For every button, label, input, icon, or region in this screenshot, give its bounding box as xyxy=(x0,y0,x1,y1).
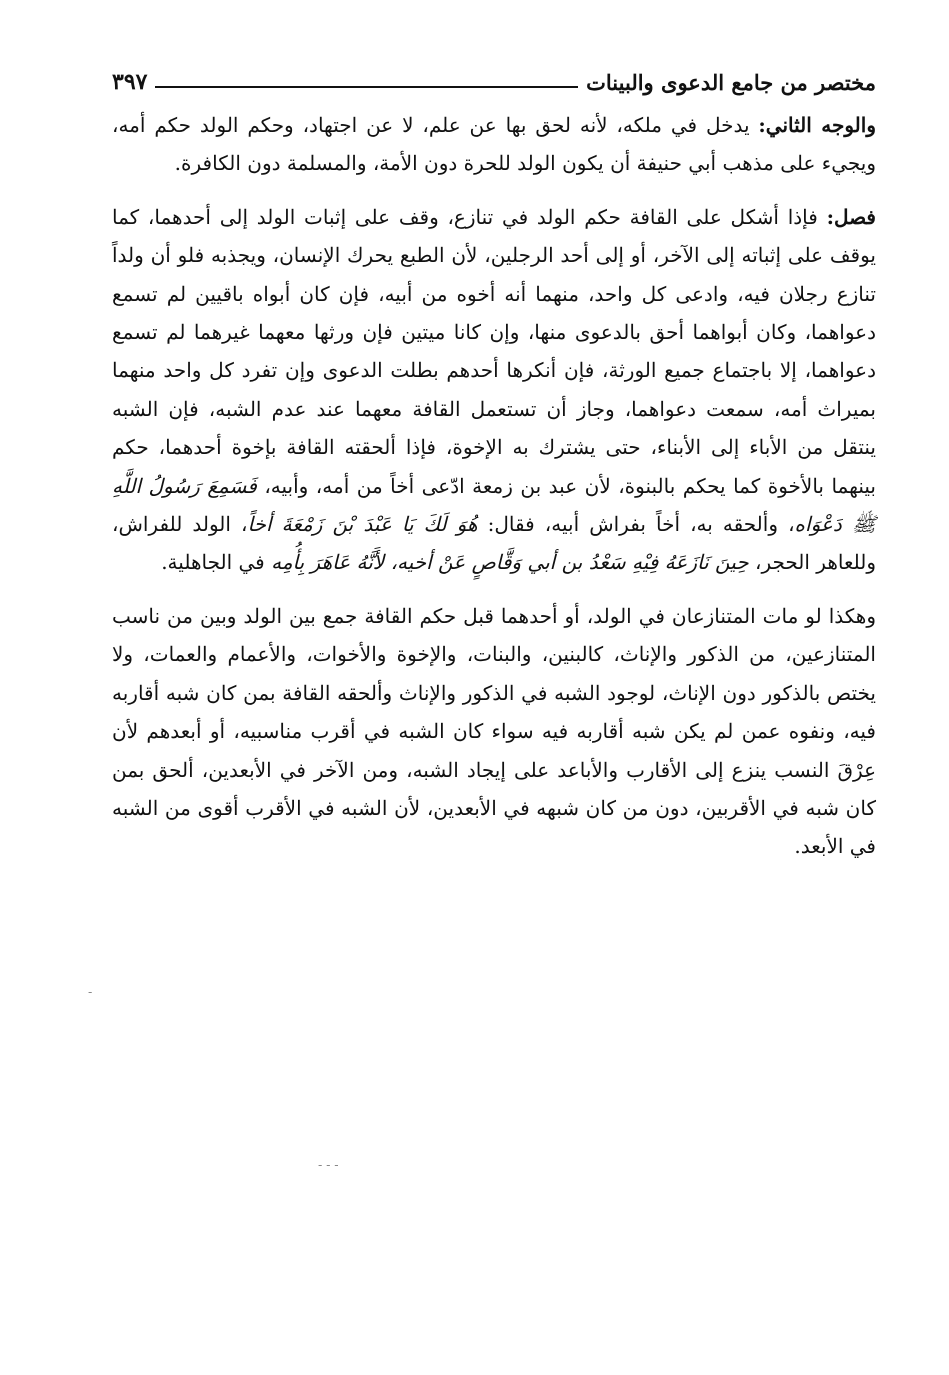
paragraph-disputants-death xyxy=(112,597,876,866)
paragraph-lead: فصل: xyxy=(826,204,876,229)
paragraph-second-aspect xyxy=(112,106,876,183)
paragraph-text: وهكذا لو مات المتنازعان في الولد، أو أحدهما قبل حكم القافة جمع بين الولد وبين من ناسب المتنازعين، من الذكور والإناث، كالبنين، والبنات، والإخوة والأخوات، والأعمام والعمات، ولا يختص بالذكور دون الإناث، لوجود الشبه في الذكور والإناث وألحقه القافة بمن كان شبه أقاربه فيه، ونفوه عمن لم يكن شبه أقاربه فيه سواء كان الشبه في أقرب مناسبيه، أو أبعدهم لأن عِرْقَ النسب ينزع إلى الأقارب والأباعد على إيجاد الشبه، ومن الآخر في الأبعدين، ألحق بمن كان شبه في الأقربين، دون من كان شبهه في الأبعدين، لأن الشبه في الأقرب أقوى من الشبه في الأبعد. xyxy=(112,603,876,859)
scan-mark: - - - xyxy=(318,1158,339,1172)
header-rule xyxy=(155,86,578,88)
page-number: ٣٩٧ xyxy=(112,69,148,95)
paragraph-text: يدخل في ملكه، لأنه لحق بها عن علم، لا عن اجتهاد، وحكم الولد حكم أمه، ويجيء على مذهب أبي حنيفة أن يكون الولد للحرة دون الأمة، والمسلمة دون الكافرة. xyxy=(112,113,876,176)
hadith-quote: هُوَ لَكَ يَا عَبْدَ بْنَ زَمْعَةَ أخاً xyxy=(247,512,478,537)
paragraph-text: في الجاهلية. xyxy=(161,550,272,575)
running-title: مختصر من جامع الدعوى والبينات xyxy=(586,69,876,95)
paragraph-lead: والوجه الثاني: xyxy=(758,113,876,137)
page-header xyxy=(112,64,876,100)
paragraph-text: فإذا أشكل على القافة حكم الولد في تنازع، وقف على إثبات الولد إلى أحدهما، كما يوقف على إثباته إلى الآخر، أو إلى أحد الرجلين، لأن الطبع يحرك الإنسان، ويجذبه فلو أن ولداً تنازع رجلان فيه، وادعى كل واحد، منهما أنه أخوه من أبيه، فإن كان أبواه باقيين لم تسمع دعواهما، وكان أبواهما أحق بالدعوى منها، وإن كانا ميتين فإن ورثها معهما غيرهما لم تسمع دعواهما، إلا باجتماع جميع الورثة، فإن أنكرها أحدهم بطلت الدعوى وإن تفرد كل واحد منهما بميراث أمه، سمعت دعواهما، وجاز أن تستعمل القافة معهما عند عدم الشبه، فإن الشبه ينتقل من الأباء إلى الأبناء، حتى يشترك به الإخوة، فإذا ألحقته القافة بإخوة أحدهما، حكم بينهما بالأخوة كما يحكم بالبنوة، لأن عبد بن زمعة ادّعى أخاً من أمه، وأبيه، xyxy=(112,204,876,498)
hadith-quote: فَسَمِعَ رَسُولُ اللَّهِ ﷺ دَعْوَاه xyxy=(112,473,876,537)
hadith-quote: حِينَ نَازَعَهُ فِيْهِ سَعْدُ بن أبي وَقَّاصٍ عَنْ أخيه، لأَنَّهُ عَاهَرَ بِأُمِه xyxy=(271,550,749,575)
paragraph-text: ، الولد للفراش، وللعاهر الحجر، xyxy=(112,512,876,575)
scan-mark: - xyxy=(88,985,93,999)
body-text xyxy=(112,106,876,866)
paragraph-text: ، وألحقه به، أخاً بفراش أبيه، فقال: xyxy=(477,512,795,537)
paragraph-fasl xyxy=(112,198,876,582)
